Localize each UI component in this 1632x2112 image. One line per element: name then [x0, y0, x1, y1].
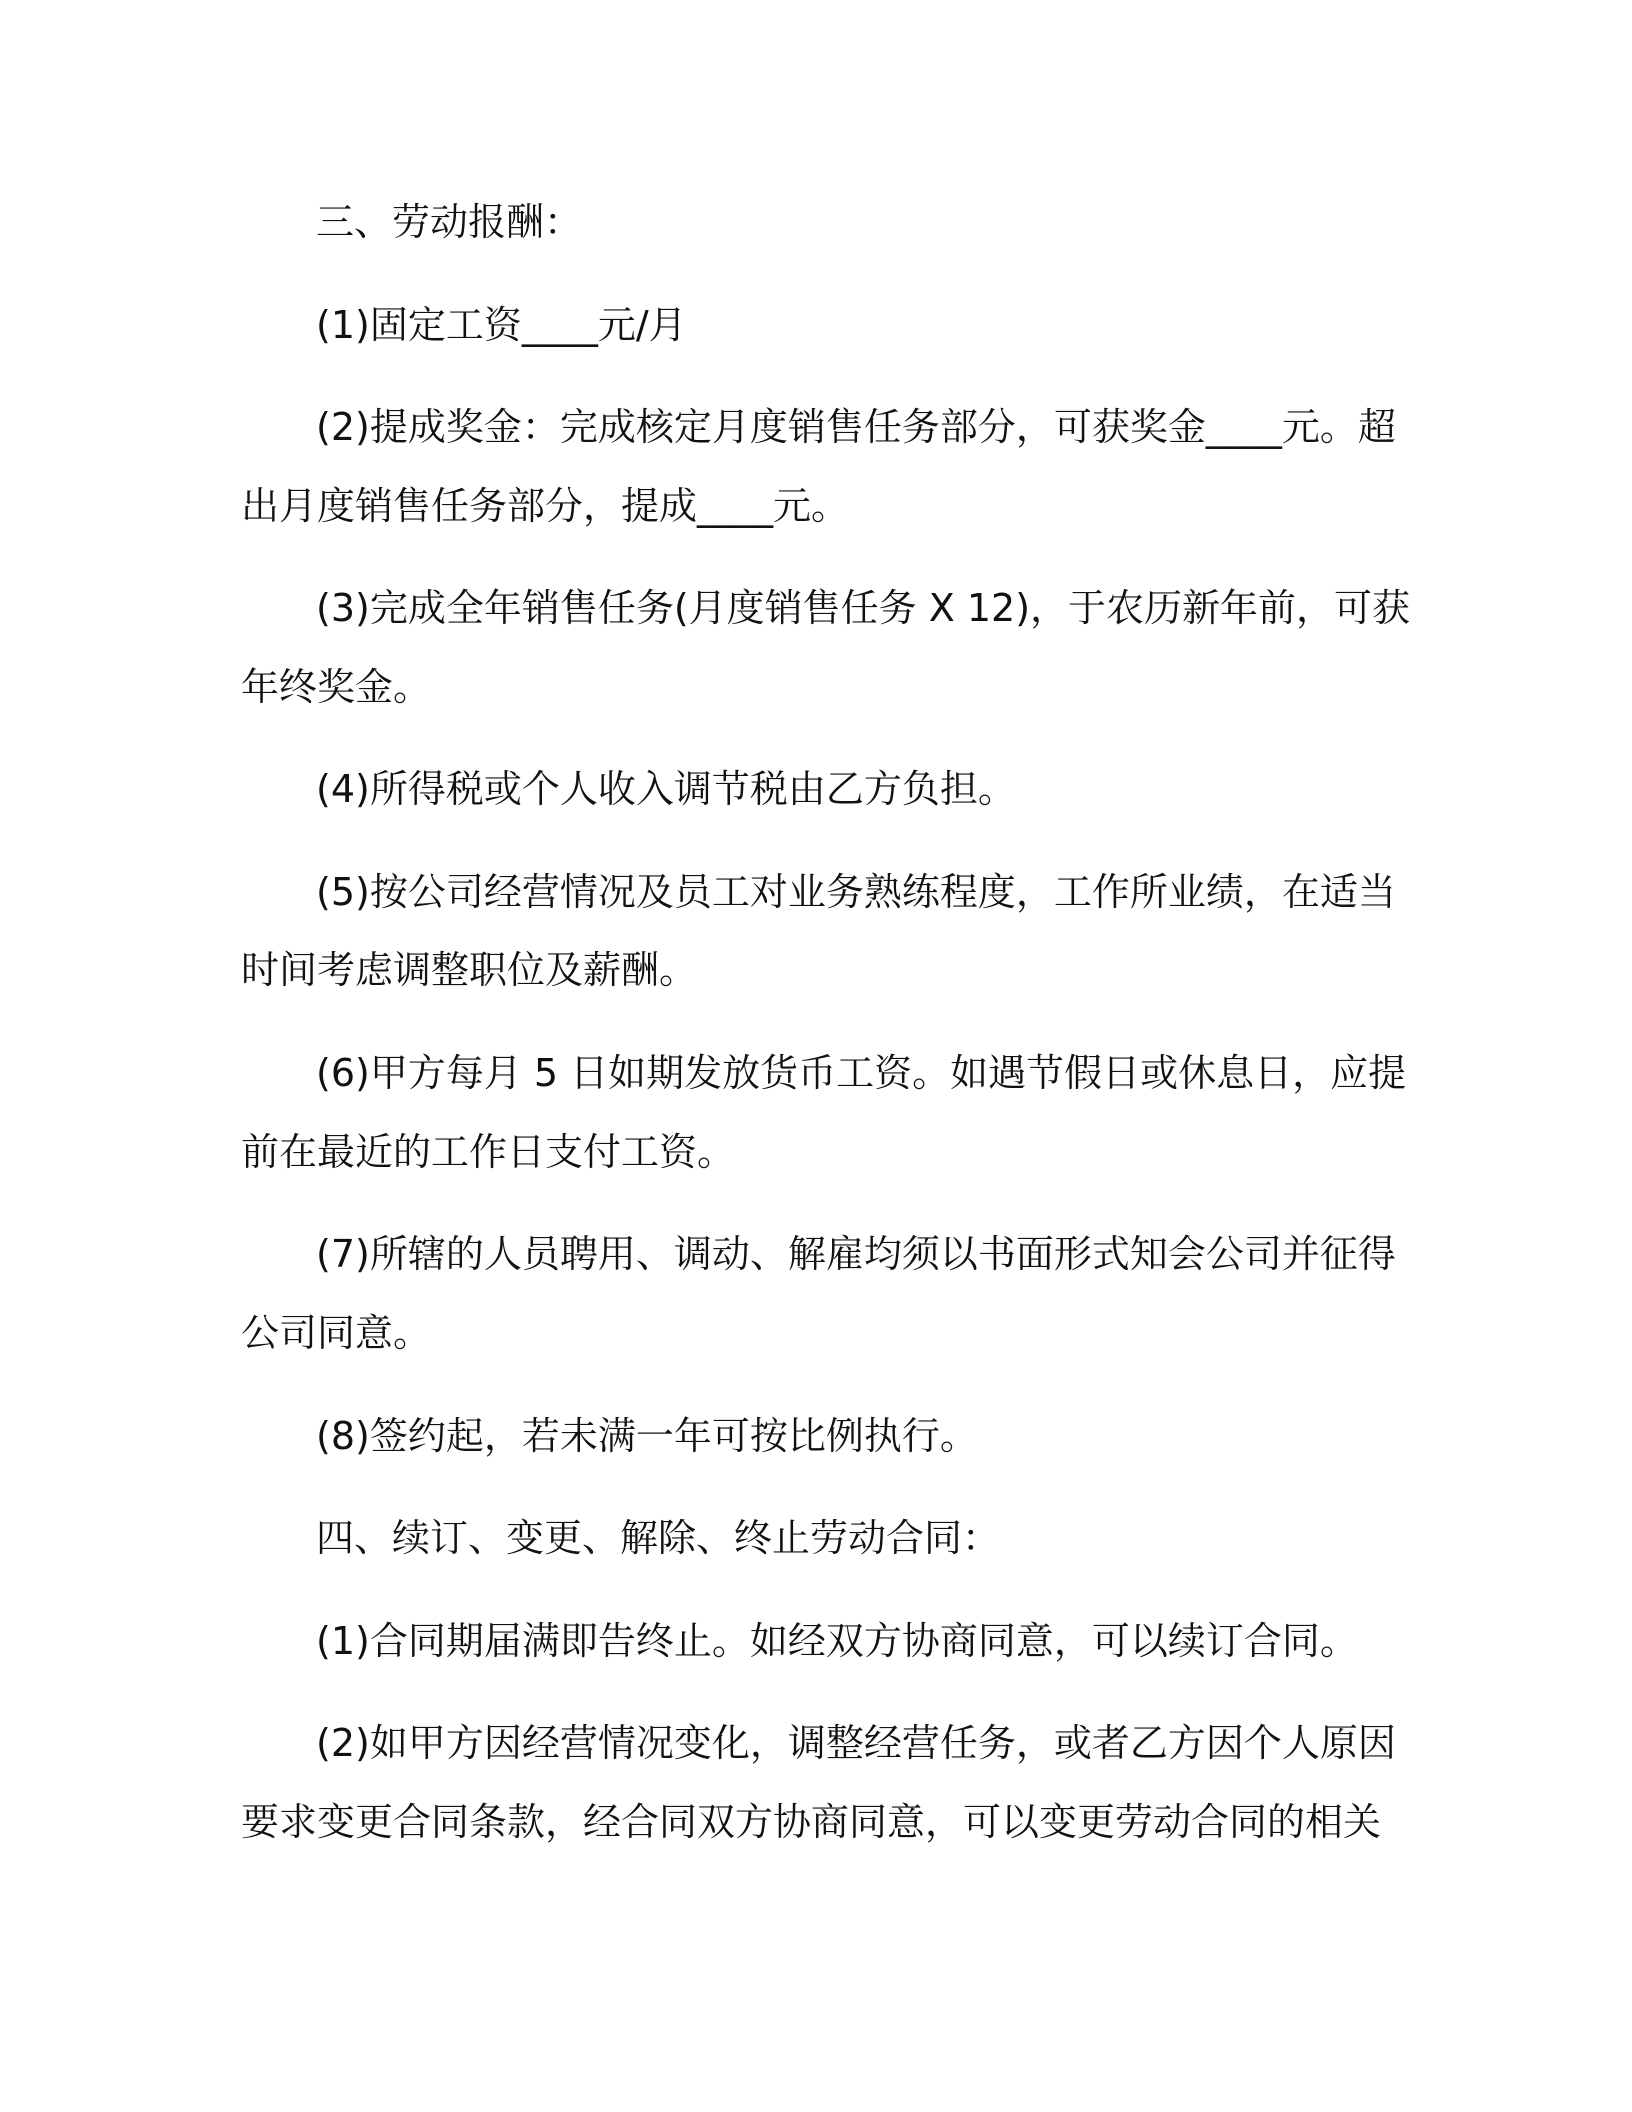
paragraph-line: (6)甲方每月 5 日如期发放货币工资。如遇节假日或休息日，应提 [316, 1051, 1407, 1095]
paragraph-line: 公司同意。 [241, 1311, 432, 1355]
paragraph-line: (3)完成全年销售任务(月度销售任务 X 12)，于农历新年前，可获 [316, 586, 1411, 630]
paragraph-line: 时间考虑调整职位及薪酬。 [241, 948, 698, 992]
section-3-heading: 三、劳动报酬： [316, 200, 583, 244]
paragraph-line: (5)按公司经营情况及员工对业务熟练程度，工作所业绩，在适当 [316, 870, 1396, 914]
paragraph-line: (2)如甲方因经营情况变化，调整经营任务，或者乙方因个人原因 [316, 1721, 1396, 1765]
paragraph-line: 年终奖金。 [241, 665, 432, 709]
paragraph-line: 出月度销售任务部分，提成____元。 [241, 484, 850, 528]
paragraph-line: (8)签约起，若未满一年可按比例执行。 [316, 1414, 978, 1458]
paragraph-line: 要求变更合同条款，经合同双方协商同意，可以变更劳动合同的相关 [241, 1800, 1382, 1844]
paragraph-line: 前在最近的工作日支付工资。 [241, 1130, 736, 1174]
section-4-heading: 四、续订、变更、解除、终止劳动合同： [316, 1516, 1001, 1560]
paragraph-line: (4)所得税或个人收入调节税由乙方负担。 [316, 767, 1016, 811]
paragraph-line: (2)提成奖金：完成核定月度销售任务部分，可获奖金____元。超 [316, 405, 1396, 449]
paragraph-line: (7)所辖的人员聘用、调动、解雇均须以书面形式知会公司并征得 [316, 1232, 1396, 1276]
paragraph-line: (1)合同期届满即告终止。如经双方协商同意，可以续订合同。 [316, 1619, 1358, 1663]
paragraph-line: (1)固定工资____元/月 [316, 303, 687, 347]
